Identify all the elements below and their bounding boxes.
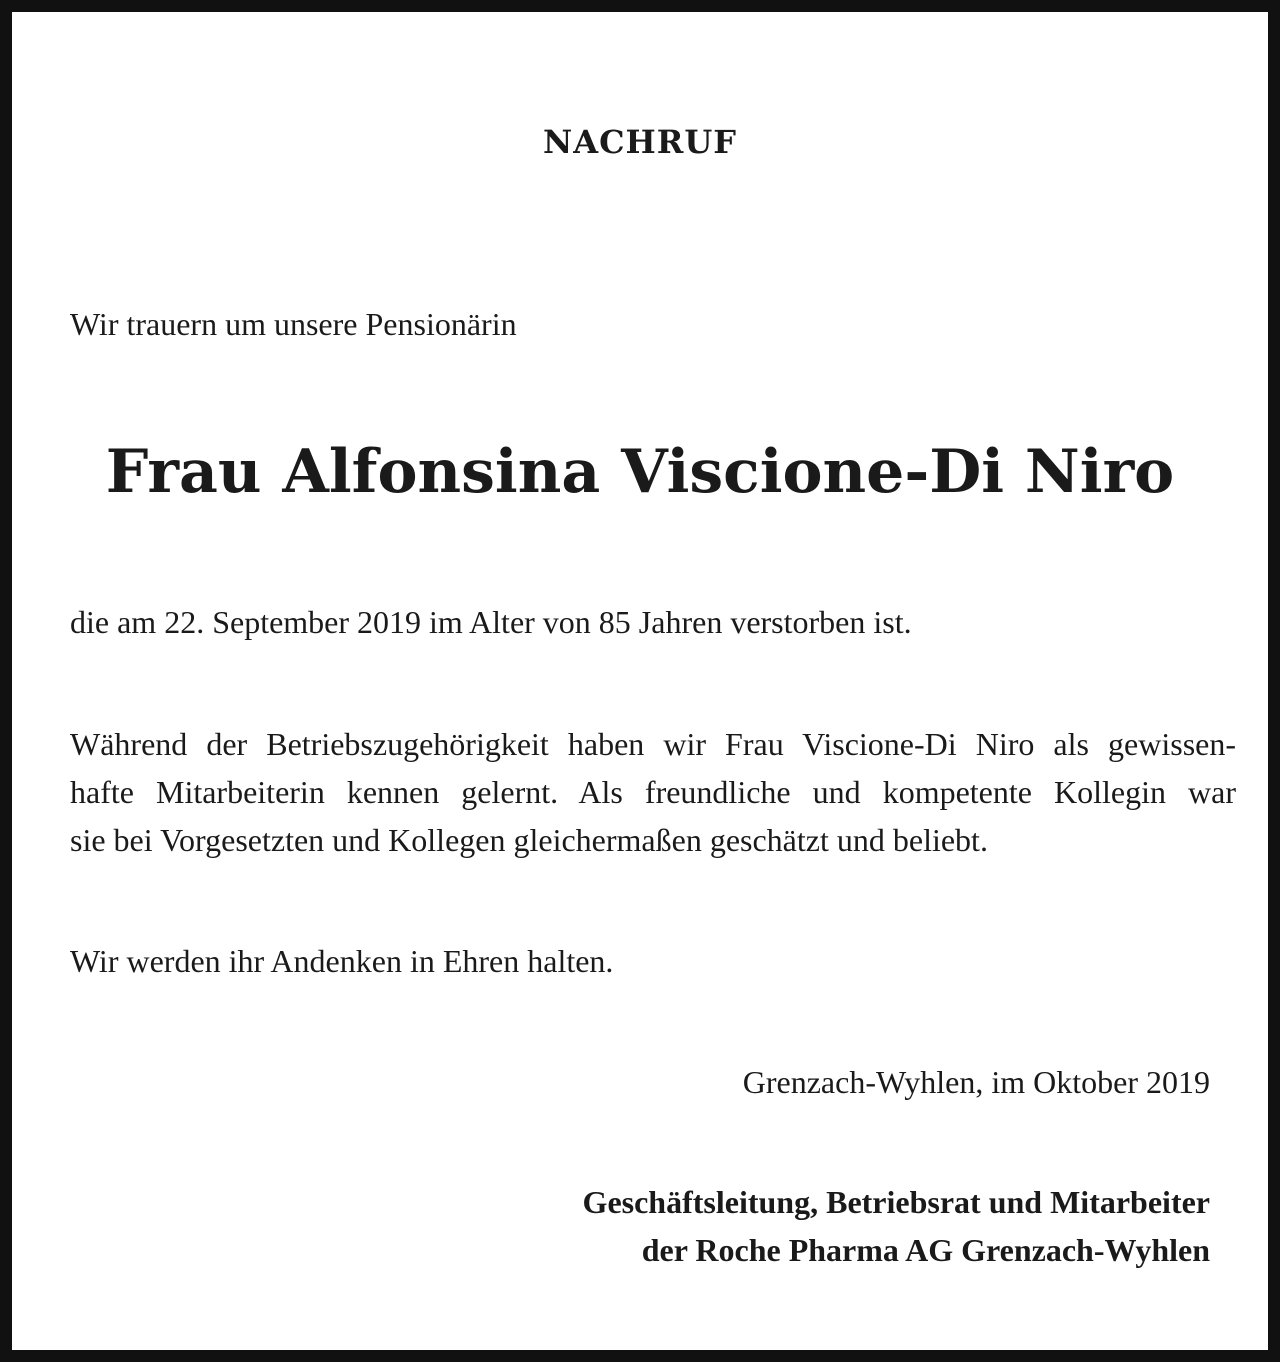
deceased-name: Frau Alfonsina Viscione-Di Niro <box>105 437 1175 507</box>
tribute-line: hafte Mitarbeiterin kennen gelernt. Als freundliche und kompetente Kollegin war <box>70 774 1236 810</box>
place-date: Grenzach-Wyhlen, im Oktober 2019 <box>742 1064 1210 1100</box>
intro-line: Wir trauern um unsere Pensionärin <box>70 306 517 342</box>
notice-heading: NACHRUF <box>543 123 737 161</box>
death-line: die am 22. September 2019 im Alter von 85 Jahren verstorben ist. <box>70 604 912 640</box>
signature-line: der Roche Pharma AG Grenzach-Wyhlen <box>641 1232 1210 1268</box>
tribute-paragraph <box>70 720 1236 864</box>
tribute-line: Während der Betriebszugehörigkeit haben wir Frau Viscione-Di Niro als gewissen- <box>70 726 1236 762</box>
signature-line: Geschäftsleitung, Betriebsrat und Mitarbeiter <box>582 1184 1210 1220</box>
tribute-line: sie bei Vorgesetzten und Kollegen gleichermaßen geschätzt und beliebt. <box>70 822 988 858</box>
signature-block <box>583 1178 1210 1274</box>
memory-line: Wir werden ihr Andenken in Ehren halten. <box>70 943 614 979</box>
